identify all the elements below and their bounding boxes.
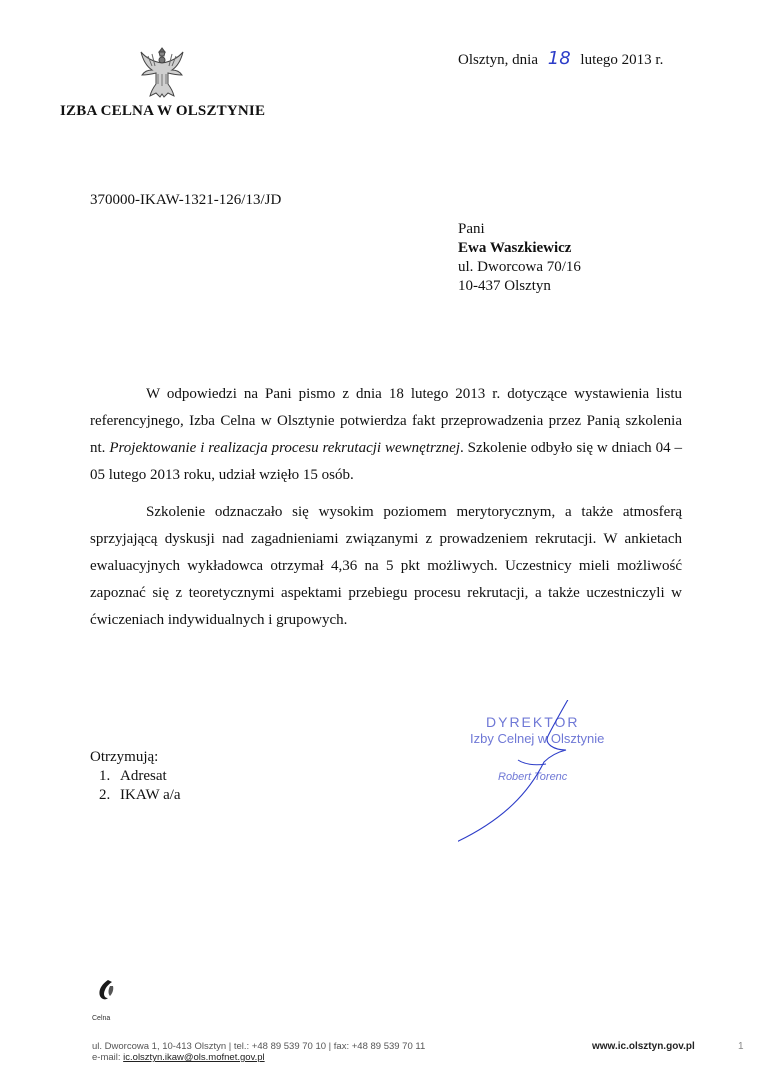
body-paragraph-1: [90, 381, 682, 489]
addressee-salutation: Pani: [458, 221, 485, 237]
recipients-list: [90, 767, 181, 805]
stamp-line-title: DYREKTOR: [486, 714, 580, 730]
handwritten-day: 18: [547, 48, 571, 69]
page-number: 1: [738, 1041, 744, 1052]
stamp-line-name: Robert Torenc: [498, 771, 568, 783]
body-paragraph-2: [90, 499, 682, 634]
reference-number: 370000-IKAW-1321-126/13/JD: [90, 192, 282, 208]
footer-email-link[interactable]: ic.olsztyn.ikaw@ols.mofnet.gov.pl: [123, 1052, 265, 1063]
p1-text-start: W odpowiedzi na Pani pismo z dnia 18 lutego 2013 r. dotyczące wystawienia listu referencyjnego, Izba Celna w Olsztynie potwierdza fakt przeprowadzenia przez Panią szkolenia nt.: [90, 386, 682, 456]
footer-website-link[interactable]: www.ic.olsztyn.gov.pl: [592, 1041, 695, 1052]
signature-stroke-2: [518, 760, 546, 765]
p1-text-end: . Szkolenie odbyło się w dniach 04 – 05 lutego 2013 roku, udział wzięło 15 osób.: [90, 440, 682, 483]
logo-text: Celna: [92, 1015, 111, 1022]
footer-contact: [92, 1041, 425, 1063]
addressee-street: ul. Dworcowa 70/16: [458, 259, 581, 275]
recipients-block: [90, 748, 181, 805]
polish-eagle-emblem: [138, 44, 186, 100]
date-prefix: Olsztyn, dnia: [458, 52, 538, 68]
institution-name: IZBA CELNA W OLSZTYNIE: [60, 103, 266, 119]
footer-address: ul. Dworcowa 1, 10-413 Olsztyn | tel.: +48 89 539 70 10 | fax: +48 89 539 70 11: [92, 1041, 426, 1052]
recipient-item: 2. IKAW a/a: [114, 786, 181, 805]
letter-date: [458, 48, 663, 69]
footer-email-row: [92, 1052, 425, 1063]
training-title: Projektowanie i realizacja procesu rekrutacji wewnętrznej: [109, 440, 460, 456]
customs-logo: [92, 976, 126, 1022]
stamp-line-office: Izby Celnej w Olsztynie: [470, 731, 605, 746]
addressee-block: [458, 220, 581, 296]
addressee-city: 10-437 Olsztyn: [458, 278, 551, 294]
p2-text: Szkolenie odznaczało się wysokim poziomem merytorycznym, a także atmosferą sprzyjającą dyskusji nad zagadnieniami związanymi z prowadzeniem rekrutacji. W ankietach ewaluacyjnych wykładowca otrzymał 4,36 na 5 pkt możliwych. Uczestnicy mieli możliwość zapoznać się z teoretycznymi aspektami przebiegu procesu rekrutacji, a także uczestniczyli w ćwiczeniach indywidualnych i grupowych.: [90, 504, 682, 628]
footer-email-label: e-mail:: [92, 1052, 121, 1063]
date-suffix: lutego 2013 r.: [580, 52, 664, 68]
addressee-name: Ewa Waszkiewicz: [458, 240, 572, 256]
recipient-item: 1. Adresat: [114, 767, 181, 786]
recipients-heading: Otrzymują:: [90, 749, 159, 765]
director-stamp-signature: [458, 700, 688, 870]
